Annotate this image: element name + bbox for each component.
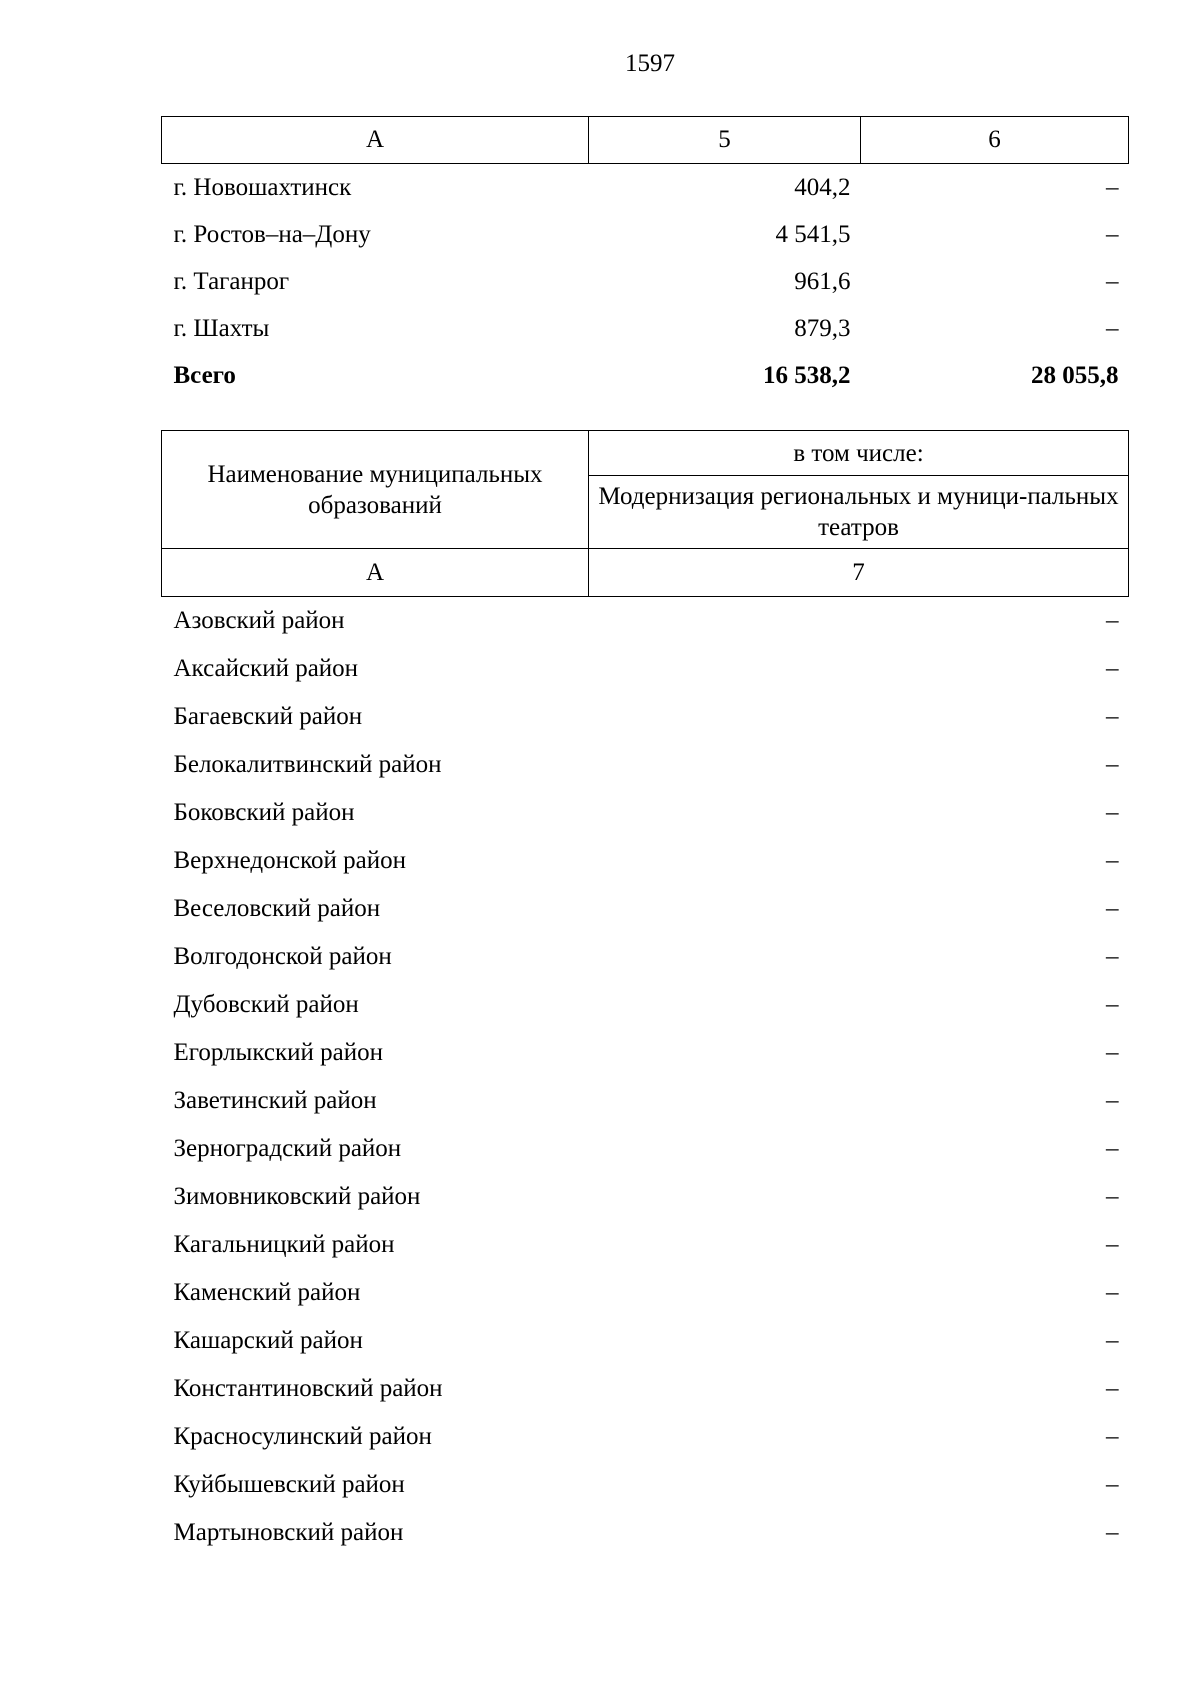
table-row — [162, 305, 1129, 352]
row-col5: 404,2 — [794, 173, 851, 201]
row-col7: – — [1106, 895, 1119, 922]
table-header-row — [162, 431, 1129, 476]
header-col-a: А — [162, 117, 589, 164]
table-row — [162, 1269, 1129, 1317]
table-row — [162, 1317, 1129, 1365]
table-body — [162, 597, 1129, 1558]
row-municipality-name: Верхнедонской район — [173, 847, 406, 874]
row-col7: – — [1106, 655, 1119, 682]
table-row — [162, 1221, 1129, 1269]
row-col6: – — [1106, 220, 1119, 248]
row-col7: – — [1106, 607, 1119, 634]
table-row — [162, 164, 1129, 212]
table-row — [162, 693, 1129, 741]
table-row — [162, 1413, 1129, 1461]
table-row — [162, 258, 1129, 305]
table-row — [162, 1125, 1129, 1173]
header-col-a: А — [162, 549, 589, 597]
total-row — [162, 352, 1129, 399]
row-municipality-name: Боковский район — [173, 799, 355, 826]
row-municipality-name: Веселовский район — [173, 895, 381, 922]
table-row — [162, 1077, 1129, 1125]
row-name: г. Ростов–на–Дону — [173, 220, 371, 248]
row-col7: – — [1106, 1135, 1119, 1162]
row-municipality-name: Волгодонской район — [173, 943, 392, 970]
table-row — [162, 597, 1129, 646]
row-col7: – — [1106, 1183, 1119, 1210]
table-row — [162, 1461, 1129, 1509]
total-label: Всего — [173, 361, 236, 389]
total-col6: 28 055,8 — [1031, 361, 1119, 389]
row-municipality-name: Красносулинский район — [173, 1423, 432, 1450]
table-row — [162, 211, 1129, 258]
row-municipality-name: Азовский район — [173, 607, 345, 634]
table-budget-by-city — [161, 116, 1129, 399]
page-number: 1597 — [625, 50, 675, 77]
row-municipality-name: Заветинский район — [173, 1087, 377, 1114]
row-name: г. Новошахтинск — [173, 173, 352, 201]
header-col-7: 7 — [589, 549, 1129, 597]
row-col7: – — [1106, 991, 1119, 1018]
row-col7: – — [1106, 1519, 1119, 1546]
row-name: г. Таганрог — [173, 267, 290, 295]
header-col-6: 6 — [861, 117, 1129, 164]
row-col7: – — [1106, 1375, 1119, 1402]
row-municipality-name: Зимовниковский район — [173, 1183, 421, 1210]
row-municipality-name: Аксайский район — [173, 655, 359, 682]
header-municipality-name: Наименование муниципальных образований — [162, 431, 589, 549]
row-municipality-name: Зерноградский район — [173, 1135, 402, 1162]
row-col5: 879,3 — [794, 314, 851, 342]
row-col6: – — [1106, 173, 1119, 201]
row-col7: – — [1106, 799, 1119, 826]
row-municipality-name: Каменский район — [173, 1279, 361, 1306]
row-col7: – — [1106, 1087, 1119, 1114]
table-row — [162, 1029, 1129, 1077]
row-col5: 961,6 — [794, 267, 851, 295]
table-row — [162, 645, 1129, 693]
table-row — [162, 837, 1129, 885]
table-header-row — [162, 117, 1129, 164]
total-col5: 16 538,2 — [763, 361, 851, 389]
row-col7: – — [1106, 1279, 1119, 1306]
row-municipality-name: Мартыновский район — [173, 1519, 404, 1546]
table-row — [162, 789, 1129, 837]
row-municipality-name: Константиновский район — [173, 1375, 443, 1402]
row-municipality-name: Багаевский район — [173, 703, 363, 730]
header-modernization: Модернизация региональных и муници-пальных театров — [589, 476, 1129, 549]
row-col7: – — [1106, 943, 1119, 970]
row-col5: 4 541,5 — [775, 220, 851, 248]
table-row — [162, 885, 1129, 933]
table-theatre-modernization — [161, 430, 1129, 1557]
table-row — [162, 933, 1129, 981]
table-numbering-row — [162, 549, 1129, 597]
row-name: г. Шахты — [173, 314, 270, 342]
row-col7: – — [1106, 1423, 1119, 1450]
row-col7: – — [1106, 703, 1119, 730]
table-row — [162, 1509, 1129, 1557]
row-municipality-name: Егорлыкский район — [173, 1039, 383, 1066]
row-municipality-name: Белокалитвинский район — [173, 751, 442, 778]
table-row — [162, 741, 1129, 789]
row-col7: – — [1106, 1039, 1119, 1066]
row-col7: – — [1106, 1471, 1119, 1498]
row-col7: – — [1106, 751, 1119, 778]
row-col7: – — [1106, 847, 1119, 874]
row-col6: – — [1106, 314, 1119, 342]
row-municipality-name: Кашарский район — [173, 1327, 363, 1354]
row-municipality-name: Дубовский район — [173, 991, 359, 1018]
table-row — [162, 1173, 1129, 1221]
header-col-5: 5 — [589, 117, 861, 164]
row-col6: – — [1106, 267, 1119, 295]
row-municipality-name: Куйбышевский район — [173, 1471, 405, 1498]
table-row — [162, 1365, 1129, 1413]
row-col7: – — [1106, 1231, 1119, 1258]
header-including: в том числе: — [589, 431, 1129, 476]
row-col7: – — [1106, 1327, 1119, 1354]
row-municipality-name: Кагальницкий район — [173, 1231, 395, 1258]
table-row — [162, 981, 1129, 1029]
